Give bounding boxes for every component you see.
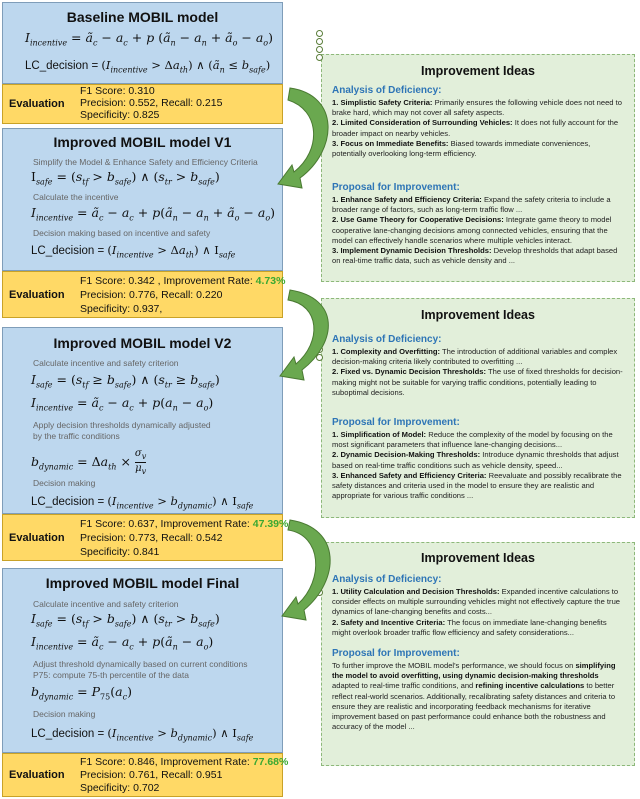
ideas-1-p3-text: Develop thresholds that adapt based on real-time traffic data, such as vehicle density and ... — [332, 246, 618, 266]
ideas-2-p3-text: Reevaluate and possibly recalibrate the safety distances and criteria used in the model to ensure they are realistic and appropriate for various traffic conditions ... — [332, 470, 622, 501]
baseline-lc-decision: LC_decision = $(I_{incentive} > \Delta a_{th})$ ∧ $(ã_n \le b_{safe})$ — [25, 58, 271, 75]
ideas-1-proposal-heading: Proposal for Improvement: — [332, 182, 460, 193]
flow-arrow-2 — [280, 290, 328, 380]
final-f1-text: F1 Score: 0.846, Improvement Rate: — [80, 756, 253, 768]
ideas-1-a2-text: It does not fully account for the broader impact on nearby vehicles. — [332, 118, 619, 138]
v1-lc-label: LC_decision = — [31, 245, 108, 257]
flow-arrow-1 — [278, 88, 328, 188]
v2-hint-calc: Calculate incentive and safety criterion — [33, 358, 179, 368]
ideas-3-title: Improvement Ideas — [421, 551, 535, 565]
ideas-3-p-a: To further improve the MOBIL model's performance, we should focus on — [332, 661, 576, 670]
ideas-2-title: Improvement Ideas — [421, 308, 535, 322]
baseline-title: Baseline MOBIL model — [66, 9, 219, 25]
v2-hint-thresholds: Apply decision thresholds dynamically adjusted — [33, 420, 211, 430]
v2-precision-recall: Precision: 0.773, Recall: 0.542 — [80, 532, 223, 544]
v2-hint-decision: Decision making — [33, 478, 96, 488]
ideas-1-p2-text: Integrate game theory to model cooperative lane-changing decisions among connected vehicles, ensuring that the model can effectively handle scenarios where multiple vehicles interact. — [332, 215, 612, 245]
ideas-3-p-d: refining incentive calculations — [475, 681, 585, 691]
v1-improvement-rate: 4.73% — [255, 275, 286, 287]
final-hint-decision: Decision making — [33, 709, 96, 719]
evaluation-label: Evaluation — [9, 289, 65, 301]
ideas-2-analysis-heading: Analysis of Deficiency: — [332, 334, 442, 345]
ideas-3-p-e: to better reflect real-world scenarios. Additionally, recalibrating safety distances and criteria to ensure they are realistic and incorporating feedback mechanisms for iterative improvement based on past performance could enhance both the robustness and accuracy of the model ... — [332, 681, 616, 732]
final-lc-label: LC_decision = — [31, 728, 108, 740]
final-incentive-formula: $I_{incentive}$ = $ã_c - a_c$ + $p(ã_n - a_o)$ — [31, 634, 214, 652]
ideas-2-a1-head: 1. Complexity and Overfitting: — [332, 347, 441, 356]
v1-hint-decision: Decision making based on incentive and safety — [33, 228, 211, 238]
ideas-1-analysis-heading: Analysis of Deficiency: — [332, 85, 442, 96]
v2-f1-text: F1 Score: 0.637, Improvement Rate: — [80, 518, 253, 530]
ideas-1-title: Improvement Ideas — [421, 64, 535, 78]
v1-hint-incentive: Calculate the incentive — [33, 192, 119, 202]
baseline-specificity: Specificity: 0.825 — [80, 109, 160, 121]
ideas-2-a1-text: The introduction of additional variables and complex decision-making criteria likely contributed to overfitting ... — [332, 347, 618, 367]
v1-f1-text: F1 Score: 0.342 , Improvement Rate: — [80, 275, 256, 287]
ideas-2-a2-head: 2. Fixed vs. Dynamic Decision Thresholds: — [332, 367, 487, 377]
baseline-f1: F1 Score: 0.310 — [80, 85, 155, 97]
ideas-1-a2-head: 2. Limited Consideration of Surrounding Vehicles: — [332, 118, 513, 128]
v1-title: Improved MOBIL model V1 — [53, 134, 232, 150]
v2-hint-traffic: by the traffic conditions — [33, 431, 120, 441]
v2-incentive-formula: $I_{incentive}$ = $ã_c - a_c + p(a_n - a_o)$ — [31, 395, 214, 413]
baseline-incentive-formula: $I_{incentive}$ = $ã_c - a_c + p$ ($ã_n - a_n$ + $ã_o - a_o$) — [25, 30, 274, 48]
ideas-2-p2-head: 2. Dynamic Decision-Making Thresholds: — [332, 450, 481, 460]
v2-lc-label: LC_decision = — [31, 496, 108, 508]
ideas-2-p1-text: Reduce the complexity of the model by focusing on the most significant parameters that influence lane-changing decisions... — [332, 430, 613, 450]
final-hint-percentile: P75: compute 75-th percentile of the data — [33, 670, 189, 680]
v1-incentive-formula: $I_{incentive}$ = $ã_c - a_c$ + $p(ã_n - a_n$ + $ã_o - a_o$) — [31, 205, 276, 223]
final-improvement-rate: 77.68% — [252, 756, 289, 768]
v1-specificity: Specificity: 0.937, — [80, 303, 163, 315]
v1-safety-formula: $I_{safe} = (s_{tf} > b_{safe})$ ∧ $(s_{tr} > b_{safe})$ — [31, 169, 220, 187]
v2-dynamic-threshold-formula: $b_{dynamic} = \Delta a_{th}$ × $\frac{\sigma_v}{\mu_v}$ — [31, 448, 147, 476]
v2-safety-formula: $I_{safe} = (s_{tf} \ge b_{safe})$ ∧ $(s_{tr} \ge b_{safe})$ — [31, 372, 220, 390]
final-hint-adjust: Adjust threshold dynamically based on current conditions — [33, 659, 248, 669]
ideas-2-proposal-heading: Proposal for Improvement: — [332, 417, 460, 428]
evaluation-label: Evaluation — [9, 98, 65, 110]
evaluation-label: Evaluation — [9, 532, 65, 544]
evaluation-label: Evaluation — [9, 769, 65, 781]
ideas-2-p1-head: 1. Simplification of Model: — [332, 430, 427, 439]
ideas-1-a1-head: 1. Simplistic Safety Criteria: — [332, 98, 433, 107]
final-specificity: Specificity: 0.702 — [80, 782, 160, 794]
ideas-3-a2-text: The focus on immediate lane-changing benefits might overlook broader traffic flow efficiency and safety considerations... — [332, 617, 607, 637]
v1-precision-recall: Precision: 0.776, Recall: 0.220 — [80, 289, 223, 301]
ideas-3-analysis-heading: Analysis of Deficiency: — [332, 574, 442, 585]
ideas-3-p-c: adapted to real-time traffic conditions, and — [332, 681, 476, 691]
baseline-lc-label: LC_decision = — [25, 60, 102, 72]
ideas-2-a2-text: The use of fixed thresholds for decision-making might not be suitable for varying traffic conditions, potentially leading to suboptimal decisions. — [332, 367, 623, 397]
ideas-3-a1-text: Expanded incentive calculations to consider effects on multiple surrounding vehicles might not effectively capture the true dynamics of lane-changing benefits and costs... — [332, 587, 621, 617]
v2-title: Improved MOBIL model V2 — [53, 335, 232, 351]
ideas-1-a3-text: Biased towards immediate conveniences, potentially overlooking long-term efficiency. — [332, 138, 591, 159]
ideas-3-proposal-heading: Proposal for Improvement: — [332, 648, 460, 659]
final-title: Improved MOBIL model Final — [45, 575, 240, 591]
ideas-1-p3-head: 3. Implement Dynamic Decision Thresholds: — [332, 246, 492, 256]
ideas-3-p-b: simplifying the model to avoid overfitting, using dynamic decision-making thresholds — [332, 661, 616, 681]
v2-lc-decision: LC_decision = $(I_{incentive} > b_{dynamic})$ ∧ $I_{safe}$ — [31, 494, 254, 511]
ideas-3-a2-head: 2. Safety and Incentive Criteria: — [332, 617, 446, 627]
final-lc-decision: LC_decision = $(I_{incentive} > b_{dynamic})$ ∧ $I_{safe}$ — [31, 726, 254, 743]
v1-lc-decision: LC_decision = $(I_{incentive} > \Delta a_{th})$ ∧ $I_{safe}$ — [31, 243, 236, 260]
flow-arrow-3 — [282, 520, 330, 620]
ideas-1-p2-head: 2. Use Game Theory for Cooperative Decisions: — [332, 215, 504, 225]
final-precision-recall: Precision: 0.761, Recall: 0.951 — [80, 769, 223, 781]
ideas-1-a1-text: Primarily ensures the following vehicle does not need to brake hard, which may not cover all safety aspects. — [332, 98, 622, 118]
ideas-1-a3-head: 3. Focus on Immediate Benefits: — [332, 138, 449, 148]
ideas-1-p1-text: Expand the safety criteria to include a broader range of factors, such as long-term traffic flow ... — [332, 195, 611, 215]
v2-specificity: Specificity: 0.841 — [80, 546, 160, 558]
ideas-1-p1-head: 1. Enhance Safety and Efficiency Criteria: — [332, 195, 482, 204]
final-safety-formula: $I_{safe} = (s_{tf} > b_{safe})$ ∧ $(s_{tr} > b_{safe})$ — [31, 611, 220, 629]
baseline-precision-recall: Precision: 0.552, Recall: 0.215 — [80, 97, 223, 109]
final-dynamic-threshold-formula: $b_{dynamic} = P_{75}(a_c)$ — [31, 684, 132, 702]
v1-hint-simplify: Simplify the Model & Enhance Safety and Efficiency Criteria — [33, 157, 258, 167]
ideas-2-p3-head: 3. Enhanced Safety and Efficiency Criteria: — [332, 470, 487, 480]
ideas-3-a1-head: 1. Utility Calculation and Decision Thresholds: — [332, 587, 500, 596]
final-hint-calc: Calculate incentive and safety criterion — [33, 599, 179, 609]
ideas-2-p2-text: Introduce dynamic thresholds that adjust based on real-time traffic conditions such as vehicle density, speed... — [332, 450, 619, 470]
v2-improvement-rate: 47.39% — [252, 518, 289, 530]
